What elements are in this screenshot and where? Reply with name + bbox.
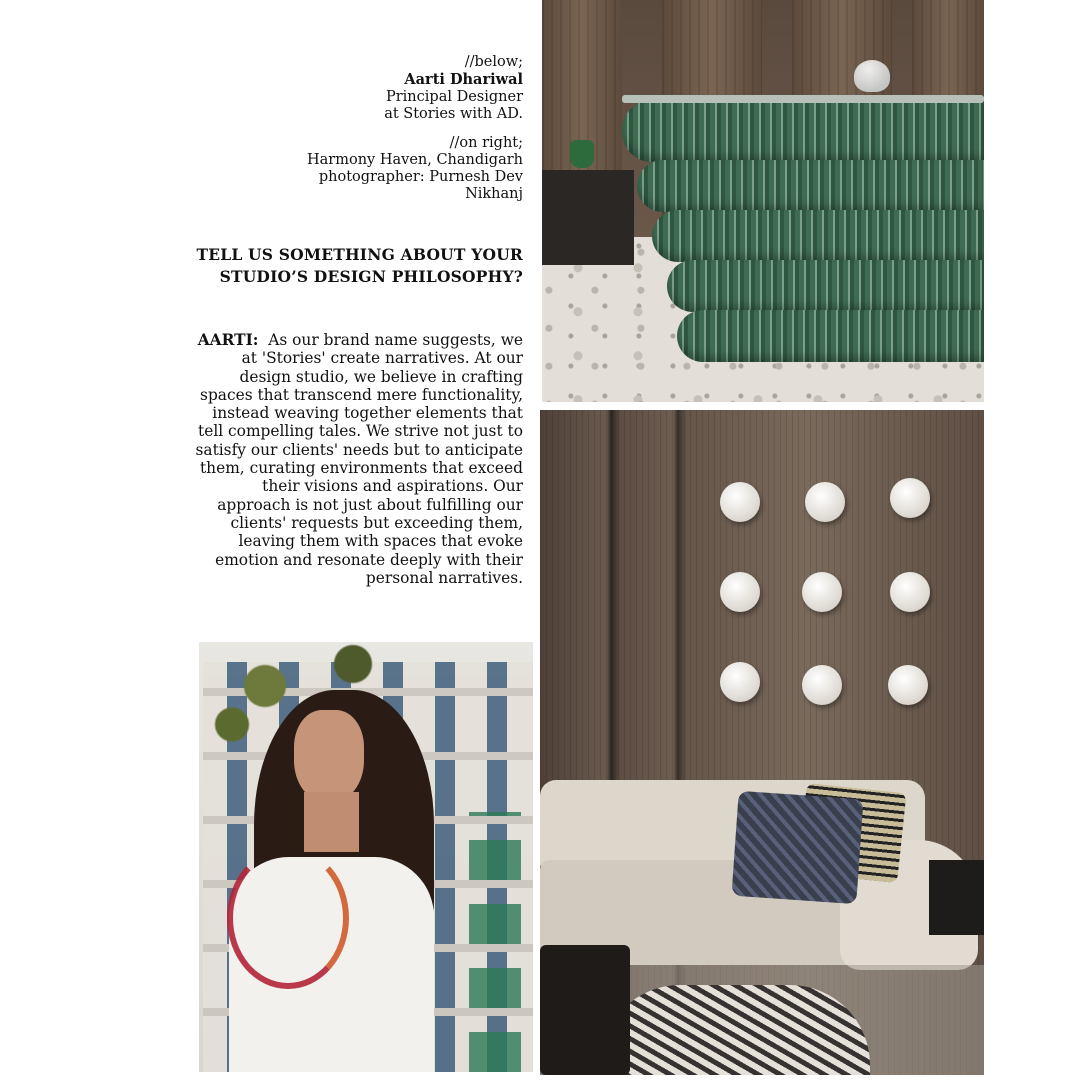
- project-name: Harmony Haven, Chandigarh: [307, 152, 523, 168]
- coffee-table: [540, 945, 630, 1075]
- designer-studio: at Stories with AD.: [384, 106, 523, 122]
- blue-pillow: [731, 791, 863, 904]
- photographer-line-2: Nikhanj: [465, 186, 523, 202]
- desk-top: [622, 95, 984, 103]
- wall-mask: [720, 662, 760, 702]
- interview-answer: [193, 331, 523, 587]
- wall-mask: [890, 572, 930, 612]
- desk-tier: [667, 260, 984, 312]
- face: [294, 710, 364, 802]
- designer-portrait-photo: [199, 642, 533, 1072]
- wall-mask: [802, 665, 842, 705]
- reception-desk-photo: [542, 0, 984, 402]
- caption-marker-right: //on right;: [449, 135, 523, 151]
- desk-tier: [652, 210, 984, 262]
- answer-speaker: AARTI:: [197, 331, 259, 349]
- living-room-photo: [540, 410, 984, 1075]
- designer-role: Principal Designer: [385, 89, 523, 105]
- project-caption: [203, 135, 523, 203]
- wall-mask: [720, 572, 760, 612]
- beaded-necklace: [227, 847, 349, 989]
- interview-question: TELL US SOMETHING ABOUT YOUR STUDIO’S DESIGN PHILOSOPHY?: [196, 245, 523, 286]
- desk-tier: [622, 100, 984, 162]
- answer-text: As our brand name suggests, we at 'Stories' create narratives. At our design studio, we believe in crafting spaces that transcend mere functionality, instead weaving together elements that tell compelling tales. We strive not just to satisfy our clients' needs but to anticipate them, curating environments that exceed their visions and aspirations. Our approach is not just about fulfilling our clients' requests but exceeding them, leaving them with spaces that evoke emotion and resonate deeply with their personal narratives.: [195, 331, 523, 587]
- desk-tier: [677, 310, 984, 362]
- wall-mask: [720, 482, 760, 522]
- green-vase: [570, 140, 594, 168]
- green-shutters: [469, 812, 521, 1072]
- side-plinth: [542, 170, 634, 265]
- wall-mask: [802, 572, 842, 612]
- wall-mask: [805, 482, 845, 522]
- desk-tier: [637, 160, 984, 212]
- photographer-line-1: photographer: Purnesh Dev: [318, 169, 523, 185]
- designer-caption: [203, 54, 523, 123]
- caption-marker-below: //below;: [464, 54, 523, 70]
- neck: [304, 792, 359, 852]
- patterned-rug: [600, 985, 870, 1075]
- wall-mask: [890, 478, 930, 518]
- wall-mask: [888, 665, 928, 705]
- designer-name: Aarti Dhariwal: [404, 71, 523, 88]
- side-table: [929, 860, 984, 935]
- glass-decanter: [854, 60, 890, 92]
